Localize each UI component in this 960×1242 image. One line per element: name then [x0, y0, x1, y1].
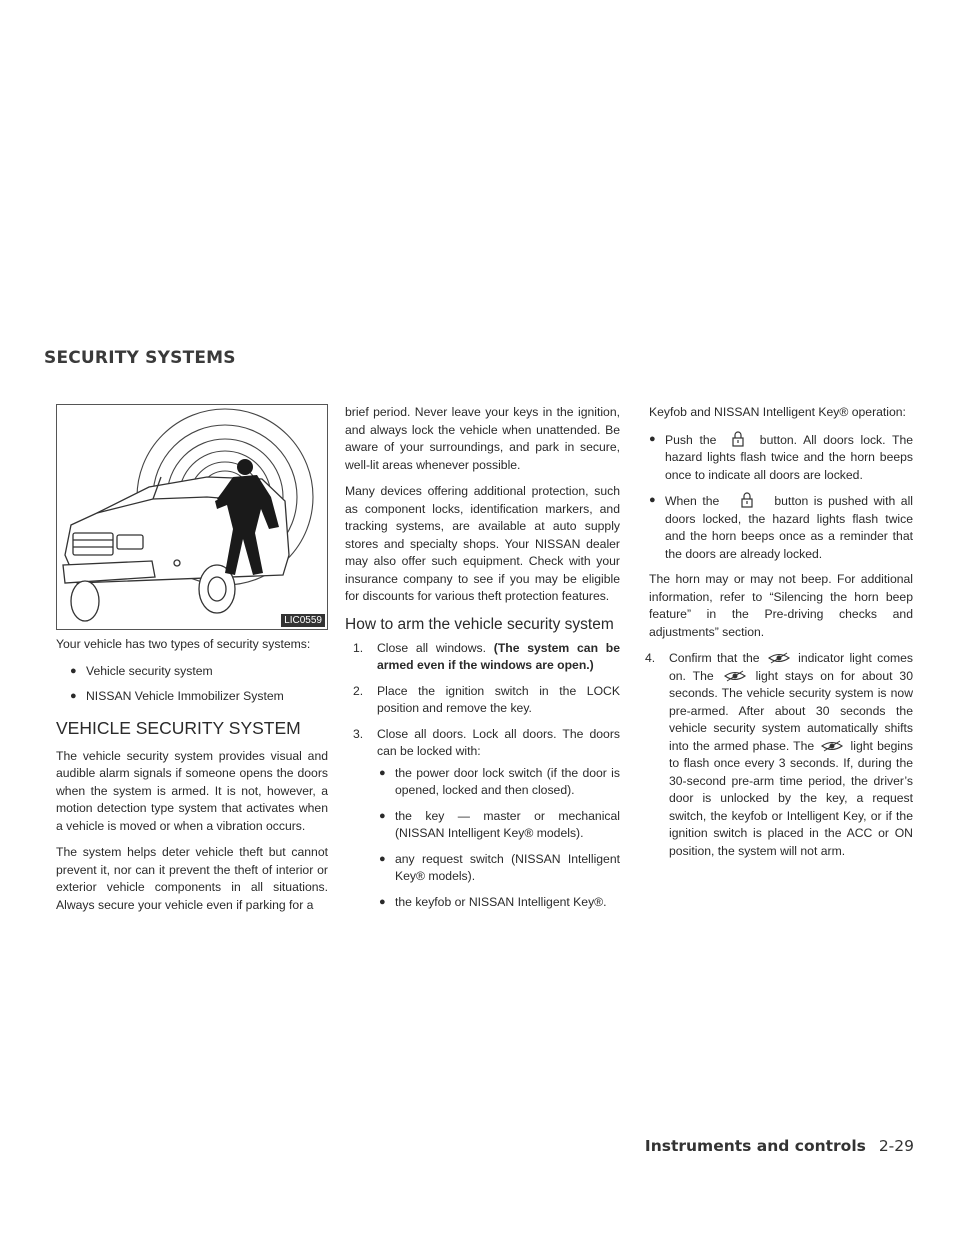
step-2 — [345, 683, 620, 718]
lock-icon — [727, 492, 767, 508]
paragraph: Keyfob and NISSAN Intelligent Key® operation: — [649, 405, 906, 419]
bullet-icon: ● — [70, 664, 77, 677]
bullet-icon: ● — [379, 766, 386, 779]
bullet-icon: ● — [379, 852, 386, 865]
step-text: Place the ignition switch in the LOCK position and remove the key. — [377, 683, 620, 715]
section-title: SECURITY SYSTEMS — [44, 348, 236, 368]
subsection-heading: VEHICLE SECURITY SYSTEM — [56, 717, 301, 738]
bullet-icon: ● — [70, 690, 77, 702]
lock-methods-list — [377, 765, 620, 912]
bullet-icon: ● — [649, 432, 656, 445]
step-3 — [345, 726, 620, 920]
list-item: ● the key — master or mechanical (NISSAN Intelligent Key® models). — [379, 808, 620, 843]
list-item — [56, 688, 328, 706]
security-indicator-icon — [820, 739, 844, 753]
bullet-text: Vehicle security system — [86, 663, 213, 678]
page-footer — [645, 1137, 914, 1155]
step-number: 4. — [645, 651, 656, 665]
intro-text: Your vehicle has two types of security systems: — [56, 637, 311, 651]
page-number: 2-29 — [878, 1137, 914, 1155]
step-note-bold: (The system can be armed even if the windows are open.) — [377, 640, 620, 672]
bullet-icon: ● — [379, 895, 386, 908]
security-indicator-icon — [723, 669, 747, 683]
footer-chapter-title: Instruments and controls — [644, 1137, 866, 1155]
paragraph: Many devices offering additional protection, such as component locks, identification markers, and tracking systems, are available at auto supply stores and specialty shops. Your NISSAN dealer may also offer such equipment. Check with your insurance company to see if you may be eligible for discounts for various theft protection features. — [345, 484, 620, 603]
column-2 — [345, 404, 620, 927]
security-illustration — [56, 404, 328, 630]
step-1 — [345, 640, 620, 675]
list-item: ● When the button is pushed with all doors locked, the hazard lights flash twice and the horn beeps once as a reminder that the doors are already locked. — [637, 492, 913, 563]
arming-heading: How to arm the vehicle security system — [345, 615, 614, 633]
step-text: Close all doors. Lock all doors. The doors can be locked with: — [377, 726, 620, 758]
step-number: 1. — [353, 640, 364, 655]
list-item: ● Push the button. All doors lock. The hazard lights flash twice and the horn beeps once to indicate all doors are locked. — [637, 431, 913, 485]
lock-icon — [725, 431, 751, 447]
car-and-thief-illustration — [57, 405, 327, 629]
step-number: 3. — [353, 726, 364, 741]
list-item: ● the power door lock switch (if the door is opened, locked and then closed). — [379, 765, 620, 800]
list-item — [56, 663, 328, 681]
security-indicator-icon — [767, 651, 791, 665]
list-item: ● the keyfob or NISSAN Intelligent Key®. — [379, 894, 620, 912]
paragraph: The system helps deter vehicle theft but cannot prevent it, nor can it prevent the theft of interior or exterior vehicle components in all situations. Always secure your vehicle even if parking for a — [56, 845, 328, 912]
paragraph: The vehicle security system provides visual and audible alarm signals if someone opens the doors when the system is armed. It is not, however, a motion detection type system that activates when a vehicle is moved or when a vibration occurs. — [56, 748, 328, 833]
bullet-icon: ● — [649, 494, 656, 506]
column-1 — [56, 404, 328, 923]
step-number: 2. — [353, 683, 364, 698]
step-4: 4. Confirm that the indicator light comes on. The light stays on for about 30 seconds. The vehicle security system is now pre-armed. After about 30 seconds the vehicle security system automatically shifts into the armed phase. The light begins to flash once every 3 seconds. If, during the 30-second pre-arm time period, the driver’s door is unlocked by the key, a request switch, the keyfob or Intelligent Key, or if the ignition switch is placed in the ACC or ON position, the system will not arm. — [637, 650, 913, 860]
figure-code: LIC0559 — [281, 614, 325, 627]
list-item: ● any request switch (NISSAN Intelligent Key® models). — [379, 851, 620, 886]
bullet-text: NISSAN Vehicle Immobilizer System — [86, 689, 284, 703]
horn-note: The horn may or may not beep. For additional information, refer to “Silencing the horn beep feature” in the Pre-driving checks and adjustments” section. — [649, 572, 913, 639]
bullet-icon: ● — [379, 809, 386, 822]
step-text: Close all windows. — [377, 640, 486, 655]
column-3 — [637, 404, 913, 868]
paragraph: brief period. Never leave your keys in the ignition, and always lock the vehicle when unattended. Be aware of your surroundings, and park in secure, well-lit areas whenever possible. — [345, 405, 620, 472]
